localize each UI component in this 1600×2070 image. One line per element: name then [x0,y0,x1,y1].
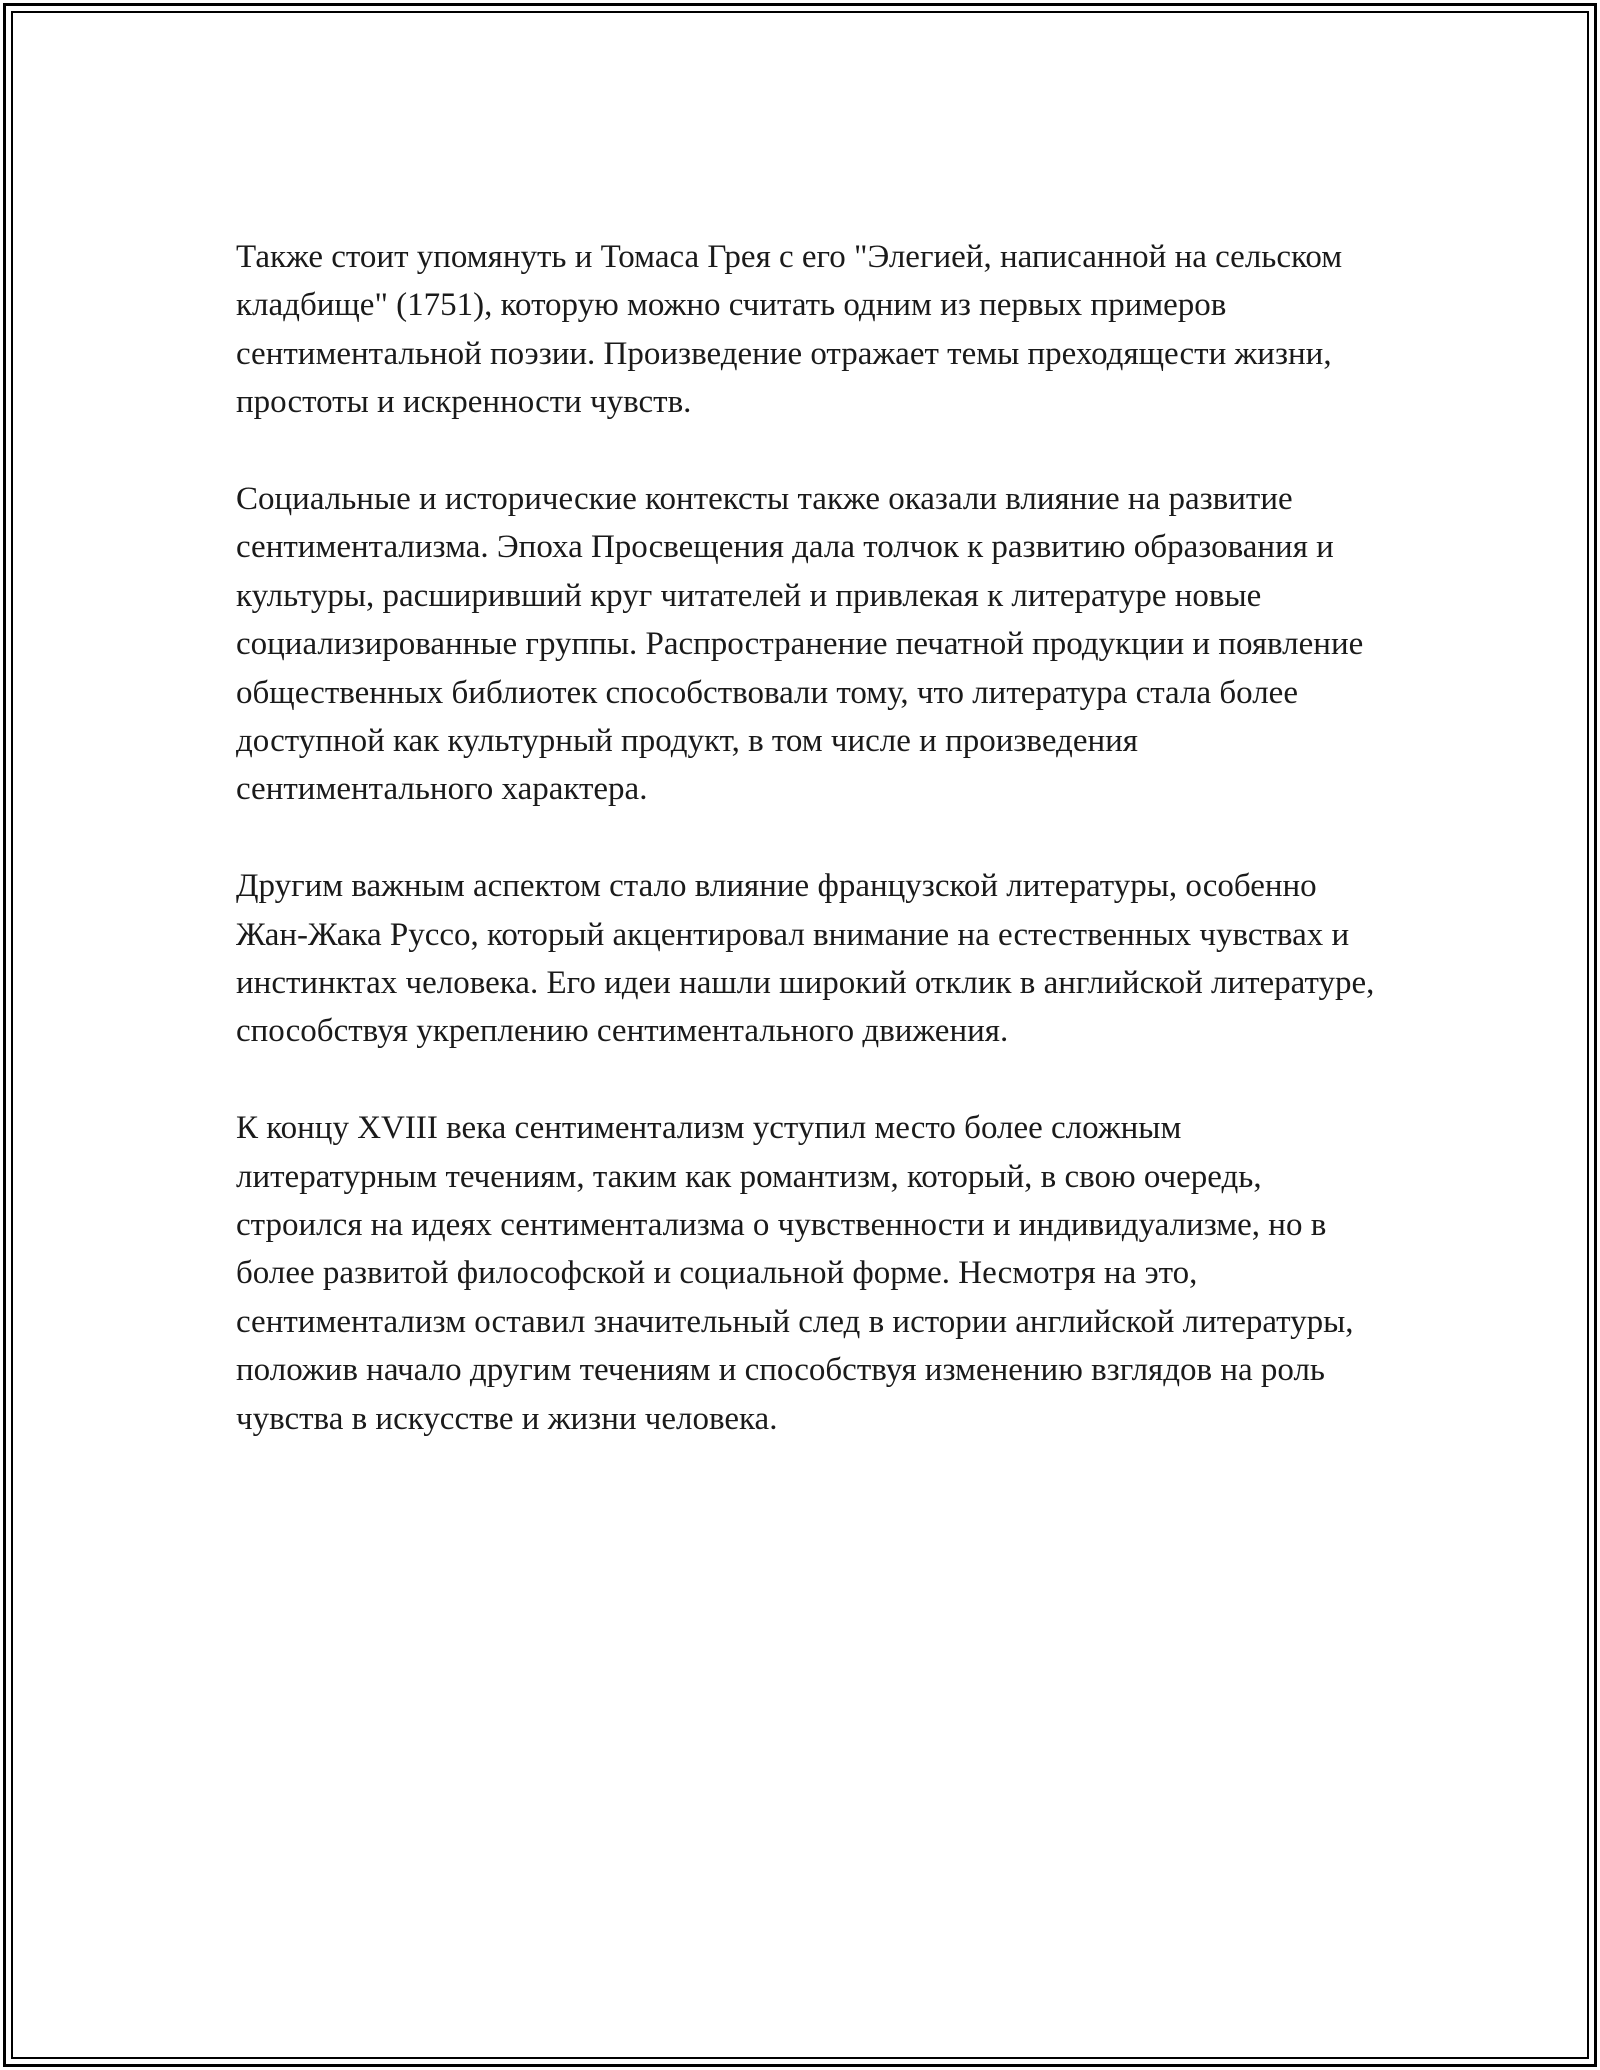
document-body [236,233,1376,1492]
paragraph-french-influence: Другим важным аспектом стало влияние французской литературы, особенно Жан-Жака Руссо, который акцентировал внимание на естественных чувствах и инстинктах человека. Его идеи нашли широкий отклик в английской литературе, способствуя укреплению сентиментального движения. [236,868,1375,1050]
paragraph-thomas-gray: Также стоит упомянуть и Томаса Грея с его "Элегией, написанной на сельском кладбище" (1751), которую можно считать одним из первых примеров сентиментальной поэзии. Произведение отражает темы преходящести жизни, простоты и искренности чувств. [236,239,1343,421]
paragraph-social-context: Социальные и исторические контексты также оказали влияние на развитие сентиментализма. Эпоха Просвещения дала толчок к развитию образования и культуры, расширивший круг читателей и привлекая к литературе новые социализированные группы. Распространение печатной продукции и появление общественных библиотек способствовали тому, что литература стала более доступной как культурный продукт, в том числе и произведения сентиментального характера. [236,481,1364,808]
paragraph-end-of-century: К концу XVIII века сентиментализм уступил место более сложным литературным течениям, таким как романтизм, который, в свою очередь, строился на идеях сентиментализма о чувственности и индивидуализме, но в более развитой философской и социальной форме. Несмотря на это, сентиментализм оставил значительный след в истории английской литературы, положив начало другим течениям и способствуя изменению взглядов на роль чувства в искусстве и жизни человека. [236,1110,1354,1437]
